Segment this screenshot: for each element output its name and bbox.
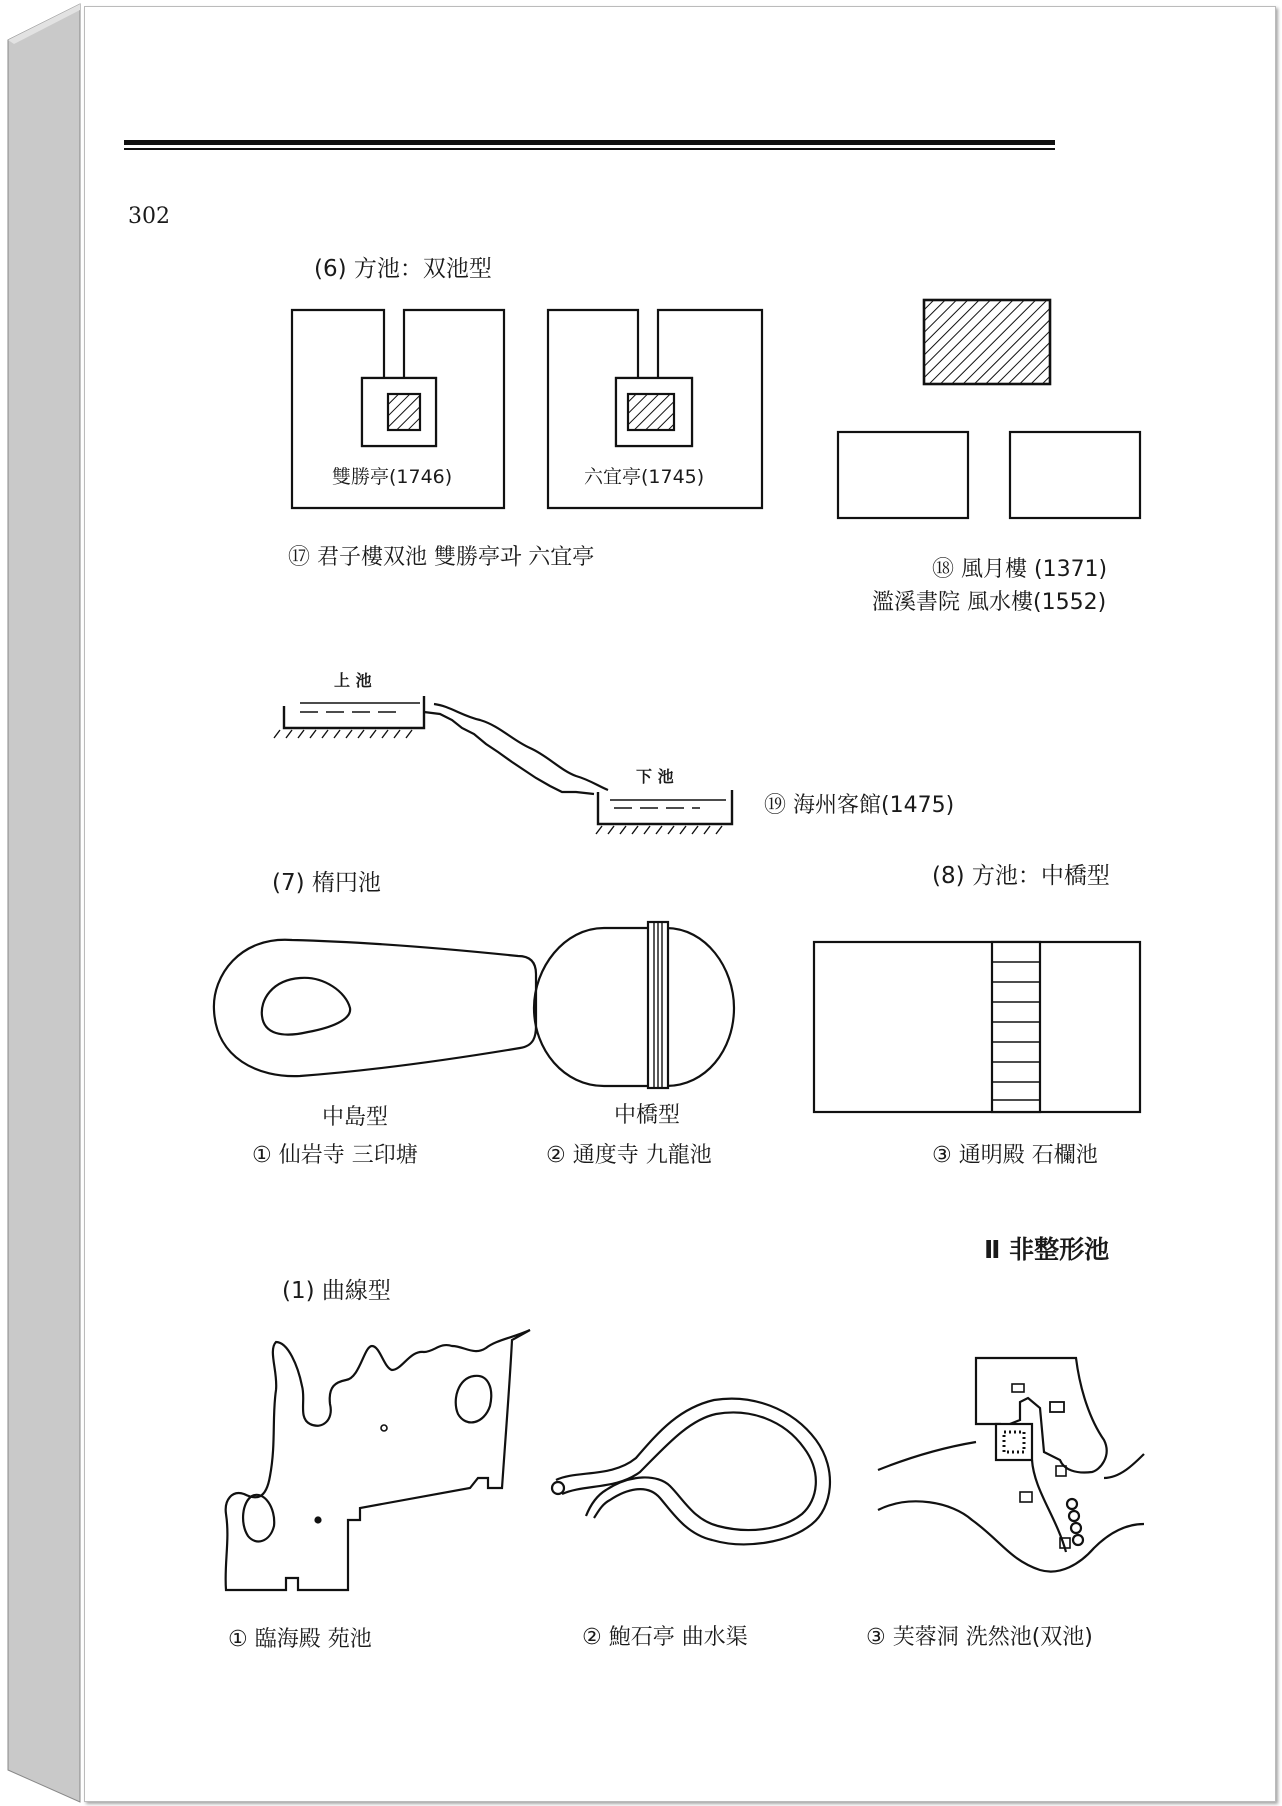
fig18-pavilion bbox=[924, 300, 1050, 384]
square-bridge-pond bbox=[814, 942, 1140, 1112]
section-7-heading: (7) 楕円池 bbox=[272, 870, 381, 896]
section-II-heading: Ⅱ 非整形池 bbox=[984, 1235, 1110, 1264]
fig17-right-label: 六宜亭(1745) bbox=[584, 466, 705, 488]
page-number: 302 bbox=[128, 204, 170, 229]
fig17-left-pavilion bbox=[388, 394, 420, 430]
curve-pond-1-island-a bbox=[456, 1376, 491, 1423]
fig18-pond-left bbox=[838, 432, 968, 518]
fig19-caption: ⑲ 海州客館(1475) bbox=[764, 793, 955, 818]
section-6-heading: (6) 方池：双池型 bbox=[314, 256, 492, 282]
curve-pond-1 bbox=[226, 1330, 530, 1590]
fig18-caption-line2: 濫溪書院 風水樓(1552) bbox=[872, 590, 1107, 615]
fig19-upper-label: 上 池 bbox=[334, 671, 372, 690]
curve-dual-pond bbox=[878, 1358, 1144, 1572]
section-1-heading: (1) 曲線型 bbox=[282, 1278, 391, 1304]
oval-caption-2: ② 通度寺 九龍池 bbox=[546, 1143, 712, 1168]
square-bridge bbox=[992, 942, 1040, 1112]
fig18-pond-right bbox=[1010, 432, 1140, 518]
fig17-left-label: 雙勝亭(1746) bbox=[332, 466, 453, 488]
oval-caption-1: ① 仙岩寺 三印塘 bbox=[252, 1143, 418, 1168]
oval-type1-label: 中島型 bbox=[322, 1105, 389, 1130]
oval-nakashima-island bbox=[262, 978, 350, 1035]
fig17-right-pavilion bbox=[628, 394, 674, 430]
fig19-section bbox=[274, 696, 732, 834]
curve-caption-3: ③ 芙蓉洞 洗然池(双池) bbox=[866, 1625, 1093, 1650]
oval-bridge-pond bbox=[534, 928, 734, 1086]
curve-pond-1-island-b bbox=[243, 1495, 274, 1542]
fig19-lower-label: 下 池 bbox=[636, 767, 674, 786]
fig17-caption: ⑰ 君子樓双池 雙勝亭과 六宜亭 bbox=[288, 545, 595, 570]
oval-type2-label: 中橋型 bbox=[614, 1103, 681, 1128]
curve-caption-2: ② 鮑石亭 曲水渠 bbox=[582, 1625, 748, 1650]
oval-caption-3: ③ 通明殿 石欄池 bbox=[932, 1143, 1098, 1168]
curve-caption-1: ① 臨海殿 苑池 bbox=[228, 1627, 372, 1652]
section-8-heading: (8) 方池：中橋型 bbox=[932, 863, 1110, 889]
fig18-caption-line1: ⑱ 風月樓 (1371) bbox=[932, 557, 1108, 582]
curve-pond-1-islet bbox=[381, 1425, 387, 1431]
